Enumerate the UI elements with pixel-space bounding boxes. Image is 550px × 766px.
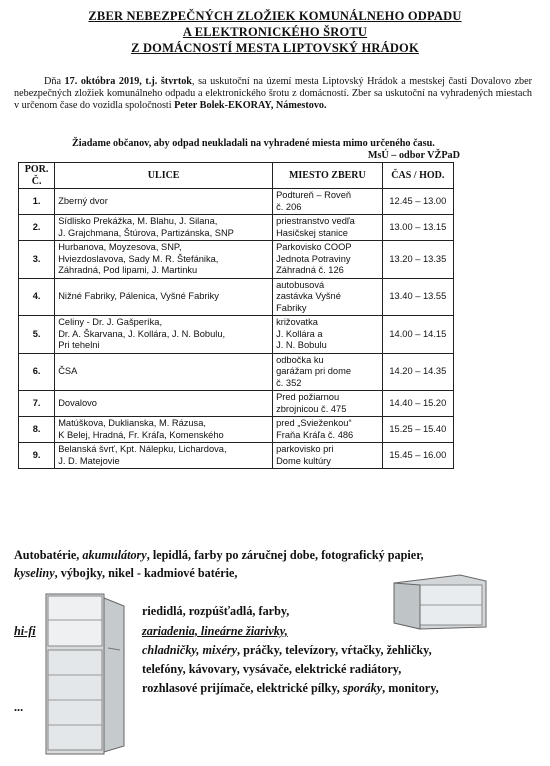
row-location: Pred požiarnou zbrojnicou č. 475 bbox=[273, 391, 383, 417]
items-line-5: chladničky, mixéry, práčky, televízory, vŕtačky, žehličky, bbox=[142, 643, 432, 657]
row-number: 8. bbox=[19, 417, 55, 443]
row-location: Podtureň – Roveň č. 206 bbox=[273, 189, 383, 215]
row-location: pred „Svieženkou“ Fraňa Kráľa č. 486 bbox=[273, 417, 383, 443]
row-location: autobusová zastávka Vyšné Fabriky bbox=[273, 278, 383, 316]
row-streets: Dovalovo bbox=[55, 391, 273, 417]
title-line-2: A ELEKTRONICKÉHO ŠROTU bbox=[182, 25, 368, 39]
items-line-4: zariadenia, lineárne žiarivky, bbox=[142, 624, 288, 638]
header-cas: ČAS / HOD. bbox=[382, 163, 453, 189]
row-time: 15.45 – 16.00 bbox=[382, 443, 453, 469]
row-streets: Matúškova, Duklianska, M. Rázusa, K Belej, Hradná, Fr. Kráľa, Komenského bbox=[55, 417, 273, 443]
row-time: 13.20 – 13.35 bbox=[382, 241, 453, 279]
row-number: 3. bbox=[19, 241, 55, 279]
intro-company: Peter Bolek-EKORAY, Námestovo. bbox=[174, 100, 327, 111]
row-time: 14.20 – 14.35 bbox=[382, 353, 453, 391]
items-line-3: riedidlá, rozpúšťadlá, farby, bbox=[142, 604, 290, 618]
row-number: 5. bbox=[19, 316, 55, 354]
title-line-3: Z DOMÁCNOSTÍ MESTA LIPTOVSKÝ HRÁDOK bbox=[131, 41, 419, 55]
row-number: 4. bbox=[19, 278, 55, 316]
table-row bbox=[19, 391, 454, 417]
row-location: parkovisko pri Dome kultúry bbox=[273, 443, 383, 469]
row-number: 7. bbox=[19, 391, 55, 417]
intro-paragraph bbox=[14, 76, 532, 112]
table-row bbox=[19, 278, 454, 316]
title-line-1: ZBER NEBEZPEČNÝCH ZLOŽIEK KOMUNÁLNEHO ODPADU bbox=[88, 9, 462, 23]
header-ulice: ULICE bbox=[55, 163, 273, 189]
row-number: 1. bbox=[19, 189, 55, 215]
header-no: POR. Č. bbox=[19, 163, 55, 189]
items-line-6: telefóny, kávovary, vysávače, elektrické radiátory, bbox=[142, 662, 402, 676]
table-row bbox=[19, 316, 454, 354]
row-time: 12.45 – 13.00 bbox=[382, 189, 453, 215]
fridge-illustration-right bbox=[390, 573, 490, 631]
row-streets: Hurbanova, Moyzesova, SNP, Hviezdoslavova, Sady M. R. Štefánika, Záhradná, Pod lipami, J. Martinku bbox=[55, 241, 273, 279]
table-row bbox=[19, 353, 454, 391]
row-streets: Zberný dvor bbox=[55, 189, 273, 215]
row-streets: Sídlisko Prekážka, M. Blahu, J. Silana, J. Grajchmana, Štúrova, Partizánska, SNP bbox=[55, 215, 273, 241]
row-number: 6. bbox=[19, 353, 55, 391]
table-header-row bbox=[19, 163, 454, 189]
row-location: priestranstvo vedľa Hasičskej stanice bbox=[273, 215, 383, 241]
items-line-7: rozhlasové prijímače, elektrické pílky, sporáky, monitory, bbox=[142, 681, 439, 695]
intro-body: , sa uskutoční na území mesta Liptovský Hrádok a mestskej časti Dovalovo zber nebezpečných zložiek komunálneho odpadu a elektronického šrotu z domácností. Zber sa uskutoční na vyhradených miestach v určenom čase do vozidla spoločnosti bbox=[14, 76, 533, 111]
warning-text: Žiadame občanov, aby odpad neukladali na vyhradené miesta mimo určeného času. bbox=[72, 138, 435, 149]
row-time: 13.40 – 13.55 bbox=[382, 278, 453, 316]
fridge-illustration-left bbox=[38, 590, 128, 760]
items-line-2: kyseliny, výbojky, nikel - kadmiové batérie, bbox=[14, 566, 238, 580]
signature: MsÚ – odbor VŽPaD bbox=[367, 150, 460, 161]
table-row bbox=[19, 443, 454, 469]
row-number: 2. bbox=[19, 215, 55, 241]
row-number: 9. bbox=[19, 443, 55, 469]
row-time: 13.00 – 13.15 bbox=[382, 215, 453, 241]
table-row bbox=[19, 215, 454, 241]
row-streets: Nižné Fabriky, Pálenica, Vyšné Fabriky bbox=[55, 278, 273, 316]
collection-schedule-table bbox=[18, 162, 454, 469]
row-location: Parkovisko COOP Jednota Potraviny Záhradná č. 126 bbox=[273, 241, 383, 279]
items-line-1: Autobatérie, akumulátory, lepidlá, farby po záručnej dobe, fotografický papier, bbox=[14, 548, 424, 562]
hifi-label: hi-fi bbox=[14, 624, 36, 638]
row-streets: ČSA bbox=[55, 353, 273, 391]
row-time: 14.40 – 15.20 bbox=[382, 391, 453, 417]
row-location: križovatka J. Kollára a J. N. Bobulu bbox=[273, 316, 383, 354]
items-ellipsis: ... bbox=[14, 700, 24, 714]
row-location: odbočka ku garážam pri dome č. 352 bbox=[273, 353, 383, 391]
row-time: 14.00 – 14.15 bbox=[382, 316, 453, 354]
intro-lead: Dňa bbox=[44, 76, 61, 87]
intro-date: 17. októbra 2019, t.j. štvrtok bbox=[64, 76, 192, 87]
row-time: 15.25 – 15.40 bbox=[382, 417, 453, 443]
row-streets: Belanská švrť, Kpt. Nálepku, Lichardova, J. D. Matejovie bbox=[55, 443, 273, 469]
table-row bbox=[19, 241, 454, 279]
table-row bbox=[19, 189, 454, 215]
row-streets: Celiny - Dr. J. Gašperíka, Dr. A. Škarvana, J. Kollára, J. N. Bobulu, Pri tehelni bbox=[55, 316, 273, 354]
table-row bbox=[19, 417, 454, 443]
header-miesto: MIESTO ZBERU bbox=[273, 163, 383, 189]
